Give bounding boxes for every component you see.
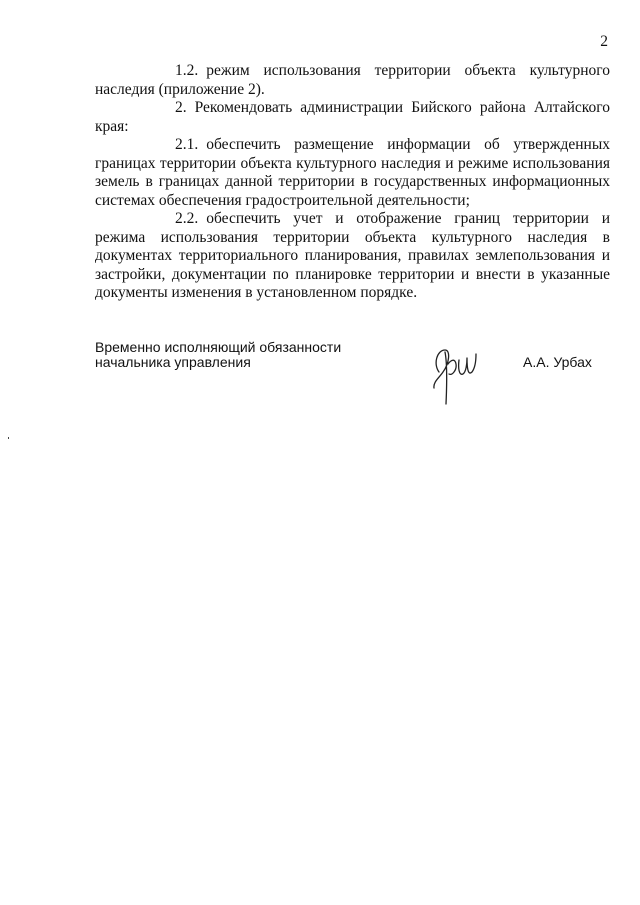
- page-number: 2: [600, 33, 608, 50]
- scan-speck: [8, 437, 9, 439]
- document-body: [95, 62, 610, 303]
- paragraph-2-1: [95, 136, 610, 210]
- paragraph-number: 2.: [175, 99, 187, 116]
- paragraph-text: режим использования территории объекта культурного наследия (приложение 2).: [95, 62, 610, 98]
- paragraph-number: 1.2.: [175, 62, 199, 79]
- paragraph-2-2: [95, 210, 610, 303]
- paragraph-text: обеспечить размещение информации об утвержденных границах территории объекта культурного наследия и режиме использования земель в границах данной территории в государственных информационных системах обеспечения градостроительной деятельности;: [95, 136, 610, 209]
- signatory-name: А.А. Урбах: [523, 354, 592, 370]
- paragraph-text: обеспечить учет и отображение границ территории и режима использования территории объекта культурного наследия в документах территориального планирования, правилах землепользования и застройки, документации по планировке территории и внести в указанные документы изменения в установленном порядке.: [95, 210, 610, 301]
- paragraph-number: 2.2.: [175, 210, 199, 227]
- paragraph-text: Рекомендовать администрации Бийского района Алтайского края:: [95, 99, 610, 135]
- signatory-position-line-1: Временно исполняющий обязанности: [95, 339, 342, 355]
- paragraph-1-2: [95, 62, 610, 99]
- paragraph-number: 2.1.: [175, 136, 199, 153]
- paragraph-2: [95, 99, 610, 136]
- signatory-position: [95, 340, 341, 370]
- handwritten-signature-icon: [425, 338, 485, 408]
- signatory-position-line-2: начальника управления: [95, 354, 251, 370]
